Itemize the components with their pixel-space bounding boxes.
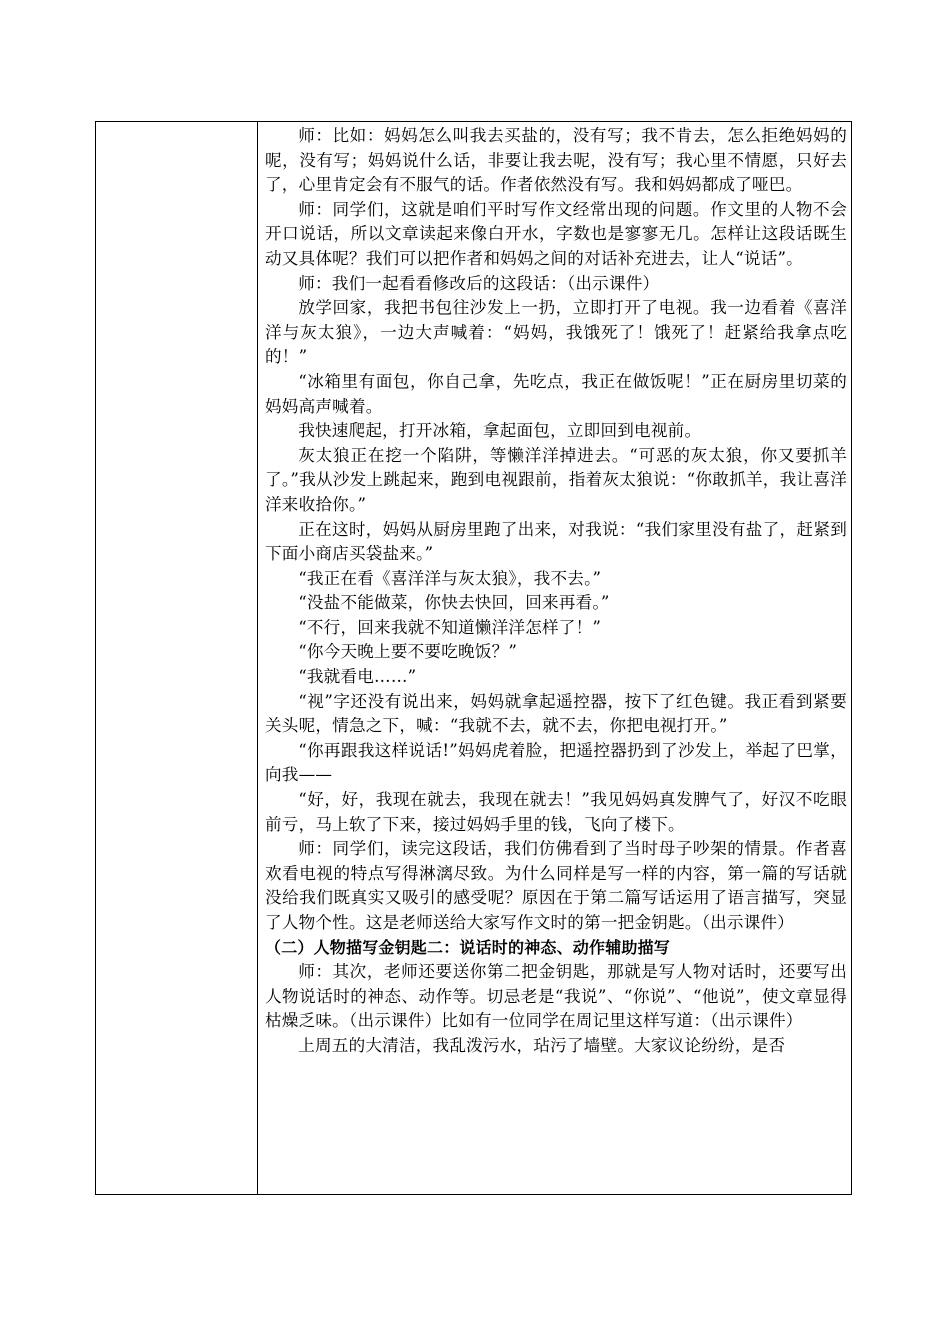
paragraph-story: “你再跟我这样说话!”妈妈虎着脸，把遥控器扔到了沙发上，举起了巴掌，向我—— — [265, 740, 847, 785]
paragraph-teacher-problem: 师：同学们，这就是咱们平时写作文经常出现的问题。作文里的人物不会开口说话，所以文章读起来像白开水，字数也是寥寥无几。怎样让这段话既生动又具体呢？我们可以把作者和妈妈之间的对话补充进去，让人“说话”。 — [265, 199, 847, 268]
paragraph-story: 放学回家，我把书包往沙发上一扔，立即打开了电视。我一边看着《喜洋洋与灰太狼》，一边大声喊着：“妈妈，我饿死了！饿死了！赶紧给我拿点吃的！” — [265, 298, 847, 367]
paragraph-story: “好，好，我现在就去，我现在就去！”我见妈妈真发脾气了，好汉不吃眼前亏，马上软了下来，接过妈妈手里的钱，飞向了楼下。 — [265, 790, 847, 834]
paragraph-teacher-revised-intro: 师：我们一起看看修改后的这段话：（出示课件） — [298, 273, 660, 293]
paragraph-story: “视”字还没有说出来，妈妈就拿起遥控器，按下了红色键。我正看到紧要关头呢，情急之下，喊：“我就不去，就不去，你把电视打开。” — [265, 691, 847, 736]
paragraph-teacher-second-key: 师：其次，老师还要送你第二把金钥匙，那就是写人物对话时，还要写出人物说话时的神态、动作等。切忌老是“我说”、“你说”、“他说”，使文章显得枯燥乏味。（出示课件）比如有一位同学在周记里这样写道：（出示课件） — [265, 962, 847, 1031]
paragraph-dialogue: “不行，回来我就不知道懒洋洋怎样了！” — [298, 617, 602, 637]
table-content-cell — [258, 122, 851, 1194]
paragraph-teacher-example: 师：比如：妈妈怎么叫我去买盐的，没有写；我不肯去，怎么拒绝妈妈的呢，没有写；妈妈说什么话，非要让我去呢，没有写；我心里不情愿，只好去了，心里肯定会有不服气的话。作者依然没有写。我和妈妈都成了哑巴。 — [265, 126, 847, 195]
paragraph-dialogue: “你今天晚上要不要吃晚饭？” — [298, 642, 518, 662]
section-heading: （二）人物描写金钥匙二：说话时的神态、动作辅助描写 — [265, 937, 671, 957]
paragraph-dialogue: “我就看电……” — [298, 667, 417, 687]
paragraph-teacher-summary: 师：同学们，读完这段话，我们仿佛看到了当时母子吵架的情景。作者喜欢看电视的特点写得淋漓尽致。为什么同样是写一样的内容，第一篇的写话就没给我们既真实又吸引的感受呢？原因在于第二篇写话运用了语言描写，突显了人物个性。这是老师送给大家写作文时的第一把金钥匙。（出示课件） — [265, 839, 847, 932]
paragraph-student-example: 上周五的大清洁，我乱泼污水，玷污了墙壁。大家议论纷纷，是否 — [298, 1035, 786, 1055]
paragraph-dialogue: “我正在看《喜洋洋与灰太狼》，我不去。” — [298, 568, 602, 588]
paragraph-story: 灰太狼正在挖一个陷阱，等懒洋洋掉进去。“可恶的灰太狼，你又要抓羊了。”我从沙发上跳起来，跑到电视跟前，指着灰太狼说：“你敢抓羊，我让喜洋洋来收拾你。” — [265, 445, 847, 514]
paragraph-story: “冰箱里有面包，你自己拿，先吃点，我正在做饭呢！”正在厨房里切菜的妈妈高声喊着。 — [265, 371, 847, 416]
table-left-cell — [96, 122, 258, 1194]
lesson-table — [95, 121, 852, 1195]
paragraph-story: 正在这时，妈妈从厨房里跑了出来，对我说：“我们家里没有盐了，赶紧到下面小商店买袋盐来。” — [265, 519, 847, 564]
paragraph-dialogue: “没盐不能做菜，你快去快回，回来再看。” — [298, 593, 610, 613]
paragraph-story: 我快速爬起，打开冰箱，拿起面包，立即回到电视前。 — [298, 421, 702, 441]
